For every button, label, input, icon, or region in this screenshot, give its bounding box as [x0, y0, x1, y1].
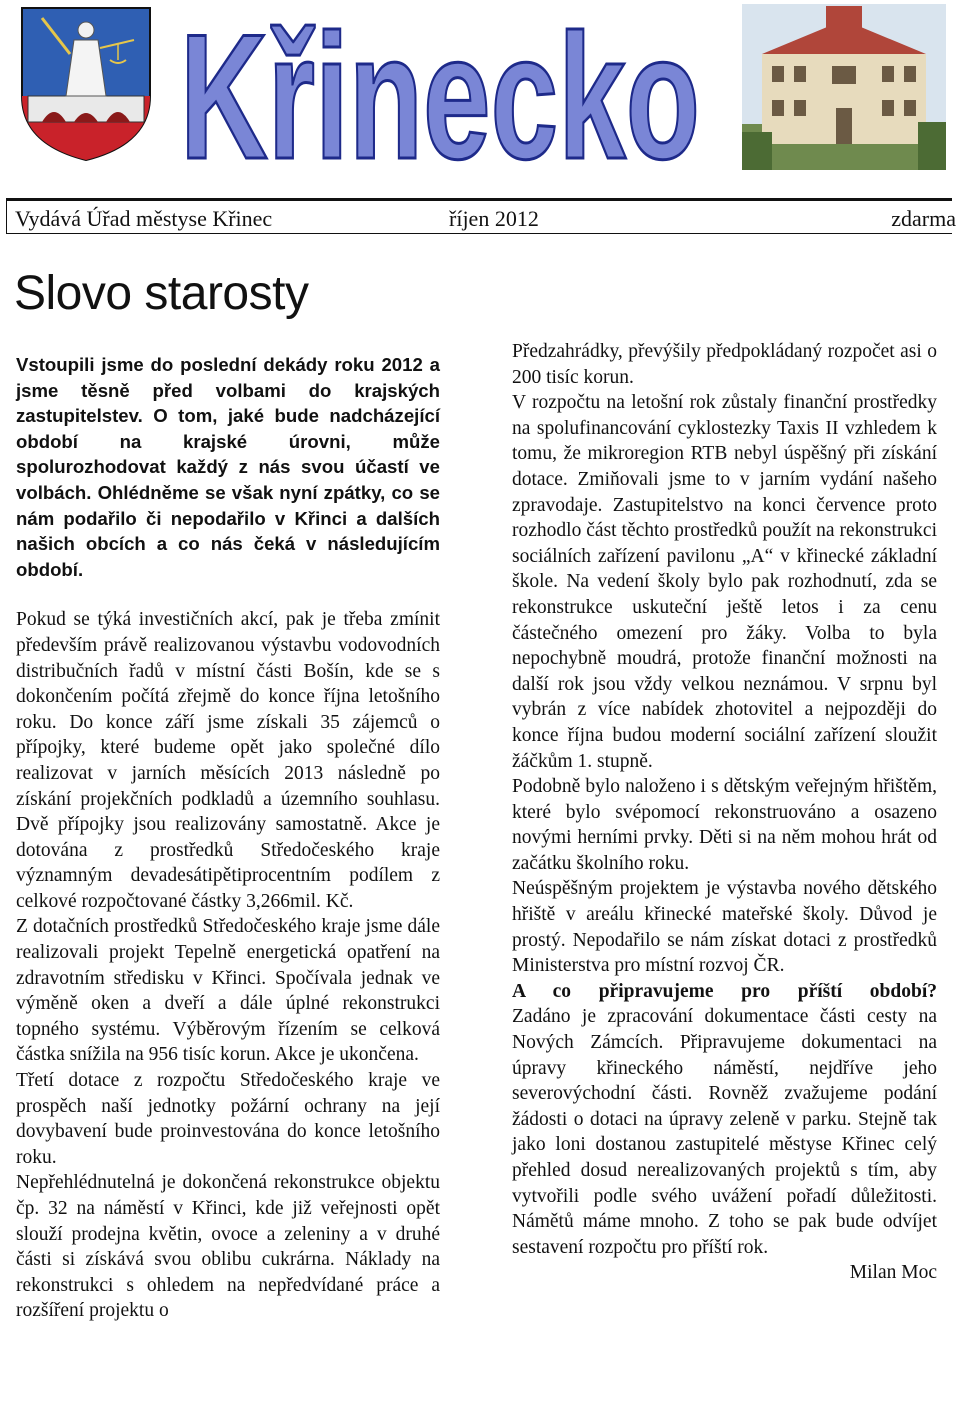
- masthead-title: [176, 0, 706, 196]
- publisher-label: Vydává Úřad městyse Křinec: [15, 206, 273, 231]
- article-headline: Slovo starosty: [14, 267, 309, 320]
- town-hall-photo: [742, 4, 946, 170]
- author-signature: Milan Moc: [849, 1262, 937, 1284]
- paragraph: Z dotačních prostředků Středočeského kraje jsme dále realizovali projekt Tepelně energetická opatření na zdravotním středisku v Křinci. Spočívala jednak ve výměně oken a dveří a dále úplné rekonstrukci topného systému. Výběrovým řízením se celková částka snížila na 956 tisíc korun. Akce je ukončena.: [16, 916, 440, 1066]
- article-intro: Vstoupili jsme do poslední dekády roku 2012 a jsme těsně před volbami do krajských zastupitelstev. O tom, jaké bude nadcházející období na krajské úrovni, může spolurozhodovat každý z nás svou účastí ve volbách. Ohlédněme se však nyní zpátky, co se nám podařilo či nepodařilo v Křinci a dalších našich obcích a co nás čeká v následujícím období.: [16, 354, 440, 580]
- paragraph: Třetí dotace z rozpočtu Středočeského kraje ve prospěch naší jednotky požární ochrany na její dovybavení bude proinvestována do konce letošního roku.: [16, 1070, 440, 1168]
- paragraph: Neúspěšným projektem je výstavba nového dětského hřiště v areálu křinecké mateřské školy. Důvod je prostý. Nepodařilo se nám získat dotaci z prostředků Ministerstva pro místní rozvoj ČR.: [512, 878, 937, 977]
- section-heading: A co připravujeme pro příští období?: [512, 980, 937, 1002]
- issue-date: říjen 2012: [449, 206, 539, 231]
- issue-info-bar: [6, 198, 956, 234]
- left-column: [16, 352, 440, 1324]
- price-label: zdarma: [891, 206, 956, 231]
- paragraph: Nepřehlédnutelná je dokončená rekonstrukce objektu čp. 32 na náměstí v Křinci, kde již veřejnosti opět slouží prodejna květin, ovoce a zeleniny a v druhé části si získává svou oblibu cukrárna. Náklady na rekonstrukci s ohledem na nepředvídané práce a rozšíření projektu o: [16, 1172, 440, 1322]
- paragraph: Pokud se týká investičních akcí, pak je třeba zmínit především právě realizovanou výstavbu vodovodních distribučních řadů v místní části Bošín, kde se s dokončením počítá zřejmě do konce října letošního roku. Do konce září jsme získali 35 zájemců o přípojky, které budeme opět jako společné dílo realizovat v jarních měsících 2013 následně po získání projekčních podkladů a územního souhlasu. Dvě přípojky jsou realizovány samostatně. Akce je dotována z prostředků Středočeského kraje významným devadesátipětiprocentním podílem z celkové rozpočtované částky 3,266mil. Kč.: [16, 609, 440, 912]
- masthead-title-text: Křinecko: [180, 0, 700, 196]
- paragraph: Zadáno je zpracování dokumentace části cesty na Nových Zámcích. Připravujeme dokumentaci na úpravy křineckého náměstí, nejdříve jeho severovýchodní části. Rovněž zvažujeme podání žádosti o dotaci na úpravy zeleně v parku. Stejně tak jako loni dostanou zastupitelé městyse Křinec celý přehled dosud nerealizovaných projektů s tím, aby vytvořili podle svého uvážení pořadí důležitosti. Námětů máme mnoho. Z toho se pak bude odvíjet sestavení rozpočtu pro příští rok.: [512, 1006, 937, 1258]
- paragraph: Podobně bylo naloženo i s dětským veřejným hřištěm, které bylo svépomocí rekonstruováno a osazeno novými herními prvky. Děti si na něm mohou hrát od začátku školního roku.: [512, 776, 937, 874]
- paragraph: Předzahrádky, převýšily předpokládaný rozpočet asi o 200 tisíc korun.: [512, 341, 937, 388]
- coat-of-arms-logo: [18, 4, 154, 162]
- paragraph: V rozpočtu na letošní rok zůstaly finanční prostředky na spolufinancování cyklostezky Taxis II vzhledem k tomu, že mikroregion RTB nebyl úspěšný při získání dotace. Zmiňovali jsme to v jarním vydání našeho zpravodaje. Zastupitelstvo na konci července proto rozhodlo část těchto prostředků použít na rekonstrukci sociálních zařízení pavilonu „A“ v křinecké základní škole. Na vedení školy bylo pak rozhodnutí, zda se rekonstrukce uskuteční ještě letos i za cenu částečného omezení pro žáky. Volba to byla nepochybně moudrá, protože finanční možnosti na další rok jsou vždy velkou neznámou. V srpnu byl vybrán z více nabídek zhotovitel a nejpozději do konce října budou moderní sociální zařízení sloužit žáčkům 1. stupně.: [512, 392, 937, 772]
- right-column: [512, 339, 937, 1286]
